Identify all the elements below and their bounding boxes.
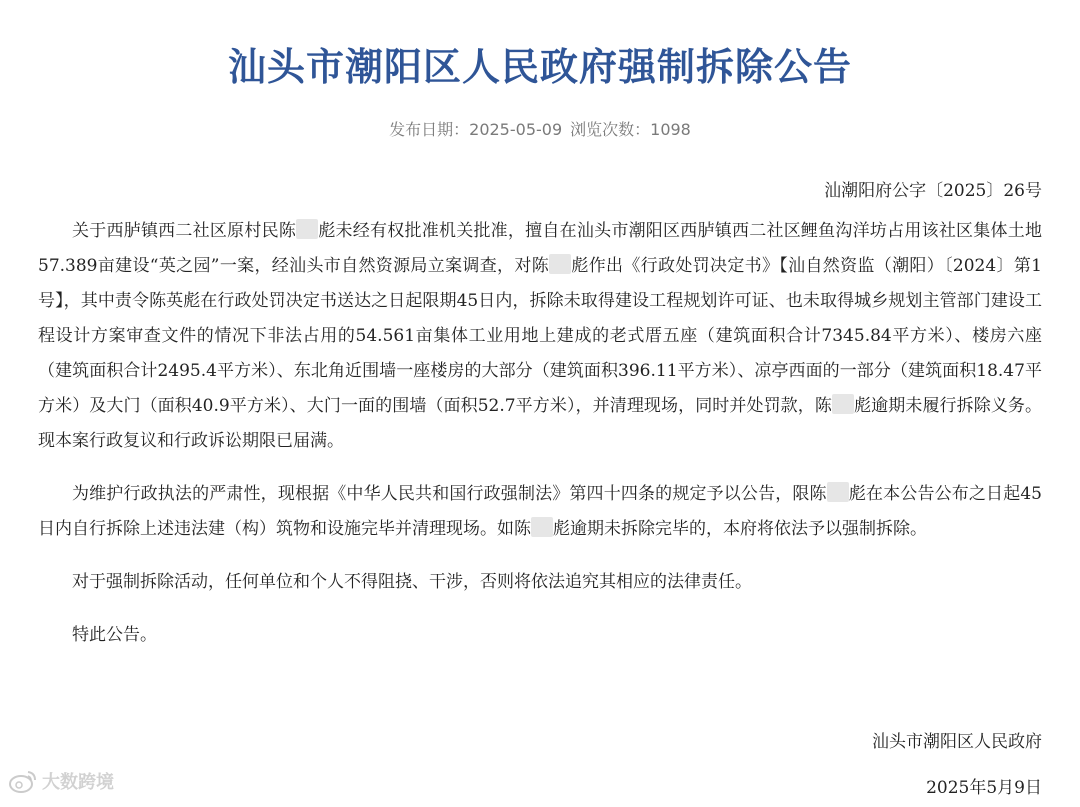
paragraph-3: 对于强制拆除活动，任何单位和个人不得阻挠、干涉，否则将依法追究其相应的法律责任。 <box>72 572 752 592</box>
redaction-block <box>296 219 318 239</box>
paragraph-1-part-a: 关于西胪镇西二社区原村民陈 <box>72 221 297 241</box>
paragraph-1-part-c: 彪作出《行政处罚决定书》【汕自然资监（潮阳）〔2024〕第1号】，其中责令陈英彪在行政处罚决定书送达之日起限期45日内，拆除未取得建设工程规划许可证、也未取得城乡规划主管部门建设工程设计方案审查文件的情况下非法占用的54.561亩集体工业用地上建成的老式厝五座（建筑面积合计7345.84平方米）、楼房六座（建筑面积合计2495.4平方米）、东北角近围墙一座楼房的大部分（建筑面积396.11平方米）、凉亭西面的一部分（建筑面积18.47平方米）及大门（面积40.9平方米）、大门一面的围墙（面积52.7平方米），并清理现场，同时并处罚款，陈 <box>38 256 1042 416</box>
redaction-block <box>832 394 854 414</box>
paragraph-2 <box>38 477 1042 547</box>
paragraph-4: 特此公告。 <box>72 625 157 645</box>
notice-body <box>38 214 1042 671</box>
page-title: 汕头市潮阳区人民政府强制拆除公告 <box>227 45 852 89</box>
paragraph-1-part-b: 彪未经有权批准机关批准，擅自在汕头市潮阳区西胪镇西二社区鲤鱼沟洋坊占用该社区集体土地57.389亩建设“英之园”一案，经汕头市自然资源局立案调查，对陈 <box>38 221 1043 276</box>
watermark <box>8 768 114 794</box>
issuer-signature: 汕头市潮阳区人民政府 <box>872 732 1042 752</box>
views-label: 浏览次数： <box>570 120 651 139</box>
paragraph-1-part-d: 彪逾期未履行拆除义务。现本案行政复议和行政诉讼期限已届满。 <box>38 396 1043 451</box>
paragraph-2-part-b: 彪在本公告公布之日起45日内自行拆除上述违法建（构）筑物和设施完毕并清理现场。如陈 <box>38 484 1042 539</box>
redaction-block <box>531 517 553 537</box>
document-number: 汕潮阳府公字〔2025〕26号 <box>824 181 1042 201</box>
publish-date-label: 发布日期： <box>389 120 470 139</box>
publish-meta <box>0 117 1080 140</box>
paragraph-1 <box>38 214 1042 459</box>
watermark-text: 大数跨境 <box>42 772 114 793</box>
paragraph-2-part-a: 为维护行政执法的严肃性，现根据《中华人民共和国行政强制法》第四十四条的规定予以公告，限陈 <box>72 484 827 504</box>
paragraph-2-part-c: 彪逾期未拆除完毕的，本府将依法予以强制拆除。 <box>553 519 927 539</box>
weibo-logo-icon <box>8 768 38 794</box>
redaction-block <box>827 482 849 502</box>
views-count: 1098 <box>650 120 691 139</box>
issue-date: 2025年5月9日 <box>926 778 1042 798</box>
redaction-block <box>549 254 571 274</box>
publish-date: 2025-05-09 <box>469 120 563 139</box>
